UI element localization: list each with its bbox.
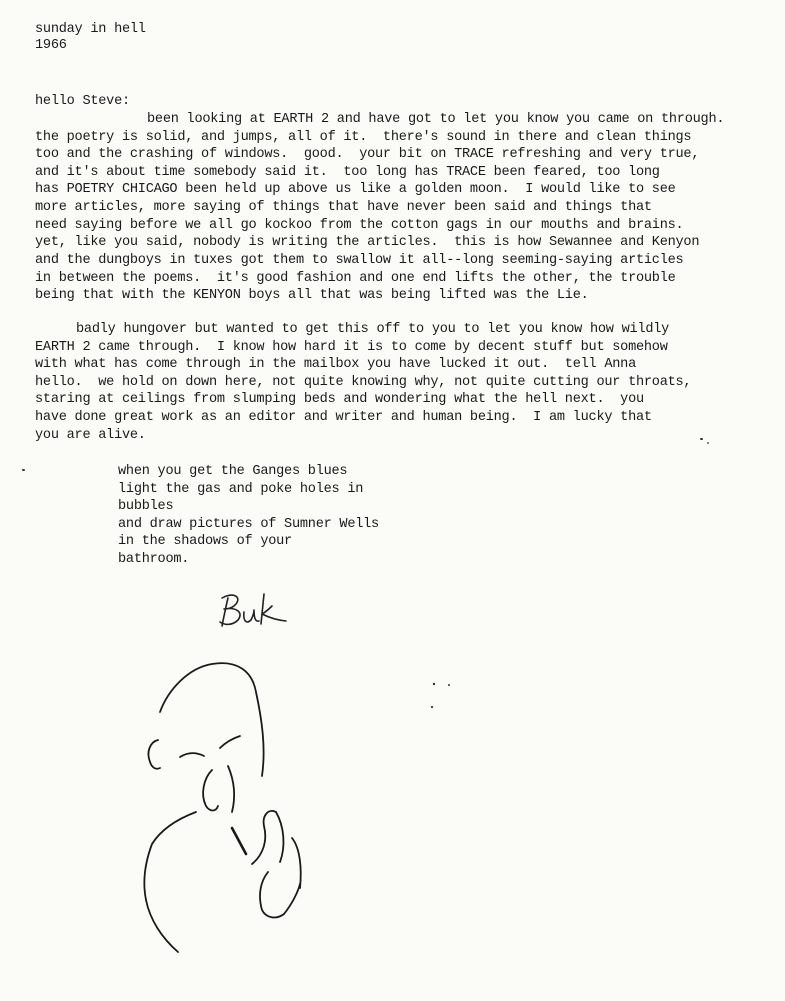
paragraph-1-line: too and the crashing of windows. good. your bit on TRACE refreshing and very true, [35, 147, 700, 162]
header-place: sunday in hell [35, 22, 146, 37]
man-smoking-sketch-icon [144, 663, 300, 952]
paragraph-2-line: staring at ceilings from slumping beds and wondering what the hell next. you [35, 392, 644, 407]
paragraph-1-line: in between the poems. it's good fashion and one end lifts the other, the trouble [35, 271, 676, 286]
paragraph-1-line: need saying before we all go kockoo from the cotton gags in our mouths and brains. [35, 218, 684, 233]
poem-line: and draw pictures of Sumner Wells [118, 517, 379, 532]
poem-line: bubbles [118, 499, 174, 514]
paragraph-1-line: and the dungboys in tuxes got them to swallow it all--long seeming-saying articles [35, 253, 684, 268]
poem-line: when you get the Ganges blues [118, 464, 348, 479]
paragraph-1-line: been looking at EARTH 2 and have got to let you know you came on through. [147, 112, 725, 127]
paragraph-1-line: more articles, more saying of things that have never been said and things that [35, 200, 652, 215]
salutation: hello Steve: [35, 94, 130, 109]
paragraph-1-line: being that with the KENYON boys all that was being lifted was the Lie. [35, 288, 589, 303]
stray-mark [22, 469, 25, 471]
paragraph-1-line: yet, like you said, nobody is writing the articles. this is how Sewannee and Kenyon [35, 235, 700, 250]
paragraph-2-line: badly hungover but wanted to get this off to you to let you know how wildly [76, 322, 670, 337]
poem-line: in the shadows of your [118, 534, 292, 549]
paragraph-2-line: hello. we hold on down here, not quite knowing why, not quite cutting our throats, [35, 375, 692, 390]
poem-line: bathroom. [118, 552, 190, 567]
signature-buk [220, 594, 286, 626]
paragraph-2-line: EARTH 2 came through. I know how hard it is to come by decent stuff but somehow [35, 340, 668, 355]
paragraph-2-line: have done great work as an editor and writer and human being. I am lucky that [35, 410, 652, 425]
paragraph-2-line: you are alive. [35, 428, 146, 443]
stray-dots [431, 442, 709, 708]
paragraph-1-line: has POETRY CHICAGO been held up above us like a golden moon. I would like to see [35, 182, 676, 197]
stray-mark [700, 438, 703, 440]
paragraph-1-line: the poetry is solid, and jumps, all of it. there's sound in there and clean things [35, 130, 692, 145]
header-year: 1966 [35, 38, 67, 53]
poem-line: light the gas and poke holes in [118, 482, 364, 497]
paragraph-2-line: with what has come through in the mailbox you have lucked it out. tell Anna [35, 357, 636, 372]
paragraph-1-line: and it's about time somebody said it. too long has TRACE been feared, too long [35, 165, 660, 180]
